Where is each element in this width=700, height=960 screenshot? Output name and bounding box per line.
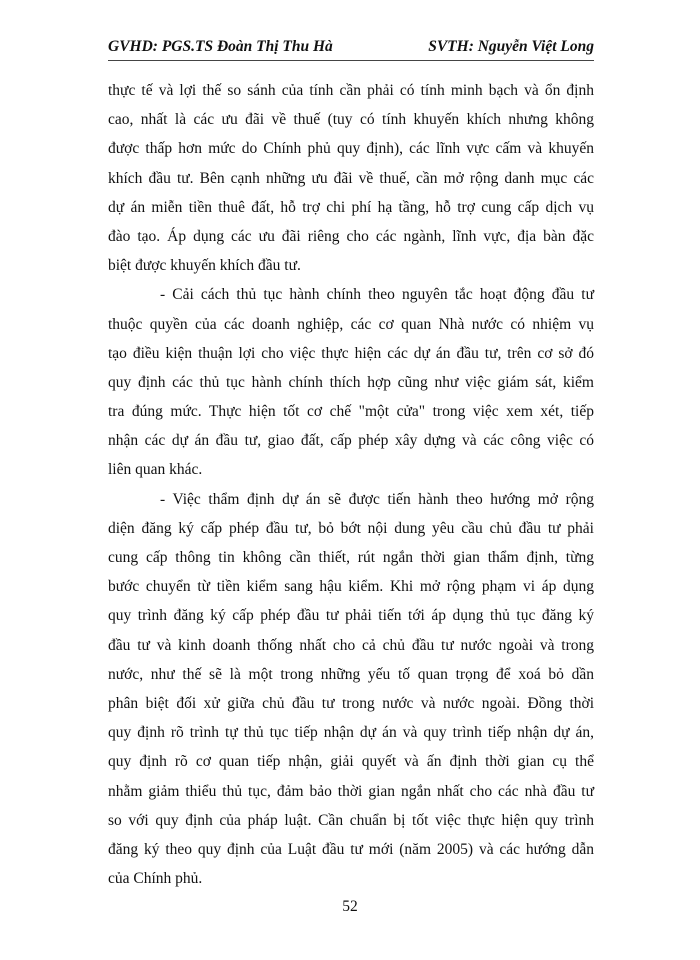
text-line: biệt được khuyến khích đầu tư. <box>108 257 301 275</box>
text-line: của Chính phủ. <box>108 870 203 888</box>
text-line: cung cấp thông tin không cần thiết, rút ngắn thời gian thẩm định, từng <box>108 549 594 566</box>
text-line: quy trình đăng ký cấp phép đầu tư phải tiến tới áp dụng thủ tục đăng ký <box>108 607 594 625</box>
text-line: thực tế và lợi thế so sánh của tính cần phải có tính minh bạch và ổn định <box>108 82 594 99</box>
text-line: cao, nhất là các ưu đãi về thuế (tuy có tính khuyến khích nhưng không <box>108 111 594 129</box>
body-text <box>108 76 594 893</box>
text-line: thuộc quyền của các doanh nghiệp, các cơ quan Nhà nước có nhiệm vụ <box>108 315 594 333</box>
text-line: quy định rõ trình tự thủ tục tiếp nhận dự án và quy trình tiếp nhận dự án, <box>108 724 594 742</box>
page-header <box>108 38 594 60</box>
header-divider <box>108 60 594 61</box>
text-line: bước chuyển từ tiền kiểm sang hậu kiểm. Khi mở rộng phạm vi áp dụng <box>108 578 594 596</box>
text-line: nhận các dự án đầu tư, giao đất, cấp phép xây dựng và các công việc có <box>108 432 594 450</box>
text-line: tra đúng mức. Thực hiện tốt cơ chế "một cửa" trong việc xem xét, tiếp <box>108 403 594 421</box>
text-line: quy định rõ cơ quan tiếp nhận, giải quyết và ấn định thời gian cụ thể <box>108 753 594 771</box>
text-line: tạo điều kiện thuận lợi cho việc thực hiện các dự án đầu tư, trên cơ sở đó <box>108 344 594 362</box>
text-line: liên quan khác. <box>108 461 203 479</box>
text-line: được thấp hơn mức do Chính phủ quy định), các lĩnh vực cấm và khuyến <box>108 140 594 158</box>
text-line: phân biệt đối xử giữa chủ đầu tư trong nước và nước ngoài. Đồng thời <box>108 694 594 712</box>
text-line: quy định các thủ tục hành chính thích hợp cũng như việc giám sát, kiểm <box>108 373 594 391</box>
page-number: 52 <box>342 898 358 915</box>
header-supervisor: GVHD: PGS.TS Đoàn Thị Thu Hà <box>108 38 333 55</box>
text-line: đầu tư và kinh doanh thống nhất cho cả chủ đầu tư nước ngoài và trong <box>108 636 594 654</box>
text-line: dự án miễn tiền thuê đất, hỗ trợ chi phí hạ tầng, hỗ trợ cung cấp dịch vụ <box>108 198 594 216</box>
text-line: - Cải cách thủ tục hành chính theo nguyên tắc hoạt động đầu tư <box>160 286 594 304</box>
text-line: - Việc thẩm định dự án sẽ được tiến hành theo hướng mở rộng <box>160 490 594 508</box>
text-line: nhằm giảm thiểu thủ tục, đảm bảo thời gian ngắn nhất cho các nhà đầu tư <box>108 782 594 800</box>
text-line: diện đăng ký cấp phép đầu tư, bỏ bớt nội dung yêu cầu chủ đầu tư phải <box>108 519 594 537</box>
text-line: so với quy định của pháp luật. Cần chuẩn bị tốt việc thực hiện quy trình <box>108 811 594 829</box>
text-line: nước, như thế sẽ là một trong những yếu tố quan trọng để xoá bỏ dần <box>108 665 594 683</box>
text-line: đăng ký theo quy định của Luật đầu tư mới (năm 2005) và các hướng dẫn <box>108 840 594 858</box>
text-line: đào tạo. Áp dụng các ưu đãi riêng cho các ngành, lĩnh vực, địa bàn đặc <box>108 227 594 245</box>
text-line: khích đầu tư. Bên cạnh những ưu đãi về thuế, cần mở rộng danh mục các <box>108 169 594 187</box>
header-student: SVTH: Nguyễn Việt Long <box>428 38 594 55</box>
